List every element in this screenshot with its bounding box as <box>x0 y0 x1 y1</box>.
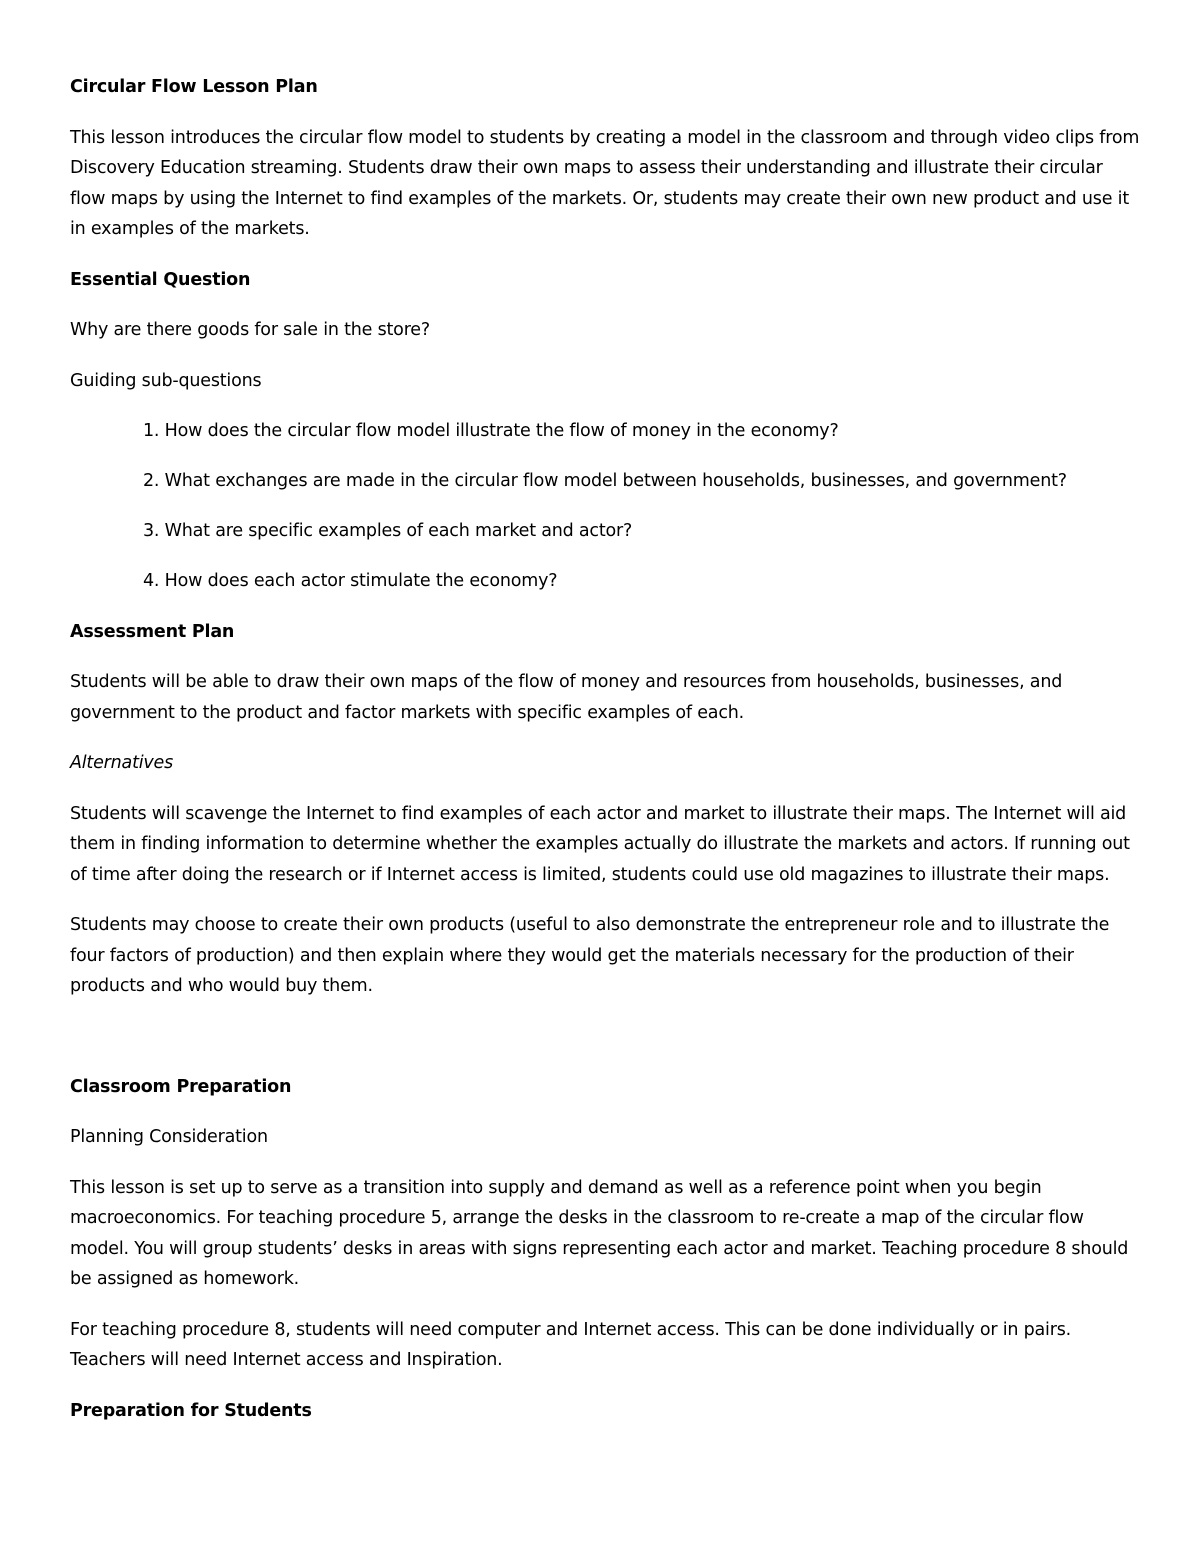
preparation-for-students-heading: Preparation for Students <box>70 1400 312 1421</box>
assessment-plan-heading: Assessment Plan <box>70 621 235 642</box>
subquestion-list <box>70 416 1140 597</box>
section-spacer <box>70 1022 1140 1072</box>
document-title: Circular Flow Lesson Plan <box>70 77 318 97</box>
planning-paragraph-1: This lesson is set up to serve as a transition into supply and demand as well as a reference point when you begin macroeconomics. For teaching procedure 5, arrange the desks in the classroom to re-create a map of the circular flow model. You will group students’ desks in areas with signs representing each actor and market. Teaching procedure 8 should be assigned as homework. <box>70 1177 1129 1289</box>
alternatives-paragraph-2: Students may choose to create their own products (useful to also demonstrate the entrepreneur role and to illustrate the four factors of production) and then explain where they would get the materials necessary for the production of their products and who would buy them. <box>70 915 1110 996</box>
document-page <box>70 72 1140 1446</box>
guiding-subquestions-label: Guiding sub-questions <box>70 370 262 391</box>
intro-paragraph: This lesson introduces the circular flow model to students by creating a model in the classroom and through video clips from Discovery Education streaming. Students draw their own maps to assess their understanding and illustrate their circular flow maps by using the Internet to find examples of the markets. Or, students may create their own new product and use it in examples of the markets. <box>70 127 1140 239</box>
essential-question-text: Why are there goods for sale in the store? <box>70 320 430 340</box>
planning-paragraph-2: For teaching procedure 8, students will need computer and Internet access. This can be done individually or in pairs. Teachers will need Internet access and Inspiration. <box>70 1319 1071 1370</box>
subquestion-item: 1. How does the circular flow model illustrate the flow of money in the economy? <box>143 421 839 441</box>
classroom-preparation-heading: Classroom Preparation <box>70 1076 292 1097</box>
subquestion-item: 3. What are specific examples of each market and actor? <box>143 521 633 541</box>
subquestion-item: 4. How does each actor stimulate the economy? <box>143 571 558 591</box>
essential-question-heading: Essential Question <box>70 269 251 290</box>
alternatives-paragraph-1: Students will scavenge the Internet to find examples of each actor and market to illustrate their maps. The Internet will aid them in finding information to determine whether the examples actually do illustrate the markets and actors. If running out of time after doing the research or if Internet access is limited, students could use old magazines to illustrate their maps. <box>70 803 1130 885</box>
alternatives-label: Alternatives <box>70 753 174 773</box>
subquestion-item: 2. What exchanges are made in the circular flow model between households, businesses, and government? <box>143 471 1067 491</box>
planning-consideration-label: Planning Consideration <box>70 1127 268 1147</box>
assessment-plan-text: Students will be able to draw their own maps of the flow of money and resources from households, businesses, and government to the product and factor markets with specific examples of each. <box>70 672 1063 723</box>
